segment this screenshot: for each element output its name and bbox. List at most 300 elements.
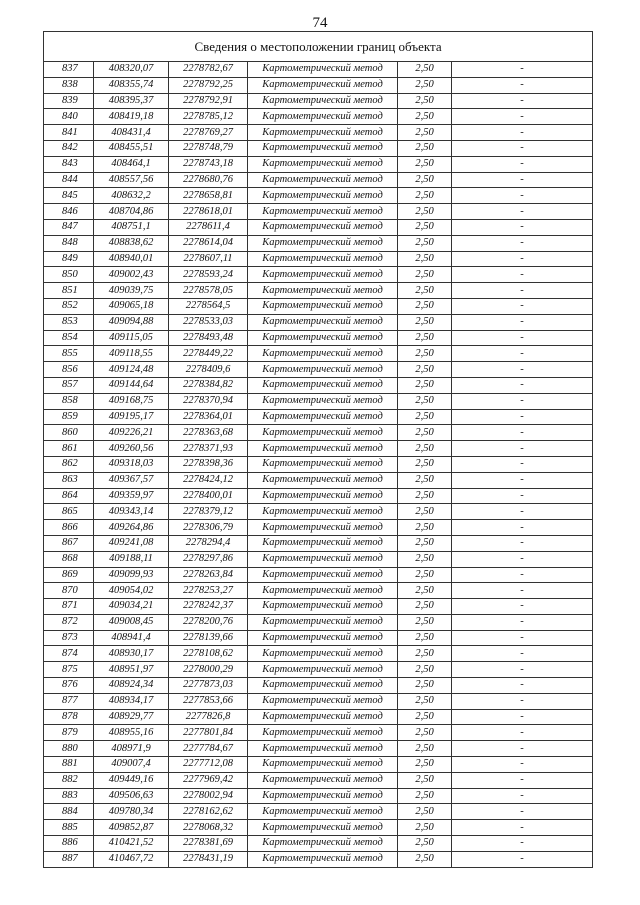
cell-precision: 2,50: [398, 678, 452, 694]
cell-coord-x: 409188,11: [94, 551, 169, 567]
cell-method: Картометрический метод: [248, 725, 398, 741]
cell-coord-y: 2278658,81: [169, 188, 248, 204]
cell-precision: 2,50: [398, 567, 452, 583]
cell-coord-y: 2278398,36: [169, 456, 248, 472]
cell-coord-y: 2278306,79: [169, 520, 248, 536]
cell-coord-y: 2278364,01: [169, 409, 248, 425]
table-row: [44, 535, 593, 551]
cell-note: -: [452, 535, 593, 551]
table-row: [44, 109, 593, 125]
cell-coord-y: 2278200,76: [169, 614, 248, 630]
cell-precision: 2,50: [398, 788, 452, 804]
cell-method: Картометрический метод: [248, 646, 398, 662]
cell-coord-y: 2277801,84: [169, 725, 248, 741]
cell-precision: 2,50: [398, 251, 452, 267]
boundary-coordinates-table: [43, 31, 593, 868]
cell-coord-x: 409007,4: [94, 757, 169, 773]
cell-coord-x: 409039,75: [94, 283, 169, 299]
cell-note: -: [452, 456, 593, 472]
cell-point-number: 857: [44, 377, 94, 393]
cell-coord-y: 2278162,62: [169, 804, 248, 820]
cell-precision: 2,50: [398, 409, 452, 425]
cell-note: -: [452, 567, 593, 583]
cell-coord-x: 409852,87: [94, 820, 169, 836]
cell-point-number: 853: [44, 314, 94, 330]
cell-precision: 2,50: [398, 820, 452, 836]
cell-precision: 2,50: [398, 156, 452, 172]
cell-coord-x: 408464,1: [94, 156, 169, 172]
cell-method: Картометрический метод: [248, 678, 398, 694]
cell-point-number: 844: [44, 172, 94, 188]
cell-coord-x: 409264,86: [94, 520, 169, 536]
cell-note: -: [452, 219, 593, 235]
cell-coord-x: 408955,16: [94, 725, 169, 741]
cell-note: -: [452, 836, 593, 852]
cell-method: Картометрический метод: [248, 219, 398, 235]
cell-point-number: 847: [44, 219, 94, 235]
cell-note: -: [452, 188, 593, 204]
cell-coord-y: 2278002,94: [169, 788, 248, 804]
cell-method: Картометрический метод: [248, 488, 398, 504]
cell-precision: 2,50: [398, 614, 452, 630]
table-row: [44, 314, 593, 330]
cell-coord-x: 409318,03: [94, 456, 169, 472]
cell-precision: 2,50: [398, 583, 452, 599]
cell-coord-y: 2278409,6: [169, 362, 248, 378]
cell-method: Картометрический метод: [248, 788, 398, 804]
page-number: 74: [312, 15, 328, 31]
cell-method: Картометрический метод: [248, 377, 398, 393]
cell-note: -: [452, 330, 593, 346]
cell-point-number: 852: [44, 298, 94, 314]
table-row: [44, 346, 593, 362]
table-row: [44, 251, 593, 267]
cell-coord-x: 409118,55: [94, 346, 169, 362]
cell-method: Картометрический метод: [248, 62, 398, 78]
cell-point-number: 839: [44, 93, 94, 109]
cell-precision: 2,50: [398, 283, 452, 299]
cell-coord-x: 408632,2: [94, 188, 169, 204]
table-row: [44, 441, 593, 457]
cell-precision: 2,50: [398, 93, 452, 109]
cell-coord-x: 408455,51: [94, 140, 169, 156]
cell-coord-x: 409226,21: [94, 425, 169, 441]
cell-precision: 2,50: [398, 772, 452, 788]
cell-method: Картометрический метод: [248, 156, 398, 172]
cell-point-number: 842: [44, 140, 94, 156]
cell-note: -: [452, 772, 593, 788]
cell-coord-y: 2278533,03: [169, 314, 248, 330]
cell-point-number: 887: [44, 851, 94, 867]
cell-note: -: [452, 614, 593, 630]
cell-coord-y: 2278449,22: [169, 346, 248, 362]
cell-note: -: [452, 551, 593, 567]
cell-coord-y: 2278431,19: [169, 851, 248, 867]
cell-method: Картометрический метод: [248, 614, 398, 630]
cell-coord-y: 2277826,8: [169, 709, 248, 725]
cell-point-number: 866: [44, 520, 94, 536]
cell-method: Картометрический метод: [248, 346, 398, 362]
table-row: [44, 709, 593, 725]
cell-coord-y: 2278578,05: [169, 283, 248, 299]
cell-precision: 2,50: [398, 125, 452, 141]
cell-precision: 2,50: [398, 599, 452, 615]
cell-method: Картометрический метод: [248, 409, 398, 425]
cell-point-number: 886: [44, 836, 94, 852]
cell-method: Картометрический метод: [248, 267, 398, 283]
cell-method: Картометрический метод: [248, 393, 398, 409]
cell-precision: 2,50: [398, 204, 452, 220]
table-row: [44, 804, 593, 820]
cell-precision: 2,50: [398, 551, 452, 567]
cell-point-number: 850: [44, 267, 94, 283]
cell-note: -: [452, 741, 593, 757]
cell-coord-y: 2278618,01: [169, 204, 248, 220]
cell-note: -: [452, 709, 593, 725]
table-row: [44, 219, 593, 235]
cell-precision: 2,50: [398, 62, 452, 78]
cell-note: -: [452, 520, 593, 536]
table-row: [44, 62, 593, 78]
cell-note: -: [452, 583, 593, 599]
cell-precision: 2,50: [398, 520, 452, 536]
cell-coord-y: 2278379,12: [169, 504, 248, 520]
cell-coord-y: 2278611,4: [169, 219, 248, 235]
cell-method: Картометрический метод: [248, 456, 398, 472]
cell-coord-x: 408395,37: [94, 93, 169, 109]
table-row: [44, 599, 593, 615]
cell-coord-x: 408941,4: [94, 630, 169, 646]
cell-coord-y: 2278424,12: [169, 472, 248, 488]
cell-precision: 2,50: [398, 804, 452, 820]
cell-point-number: 849: [44, 251, 94, 267]
cell-coord-y: 2278363,68: [169, 425, 248, 441]
cell-coord-y: 2278253,27: [169, 583, 248, 599]
table-row: [44, 393, 593, 409]
cell-note: -: [452, 693, 593, 709]
cell-method: Картометрический метод: [248, 425, 398, 441]
cell-precision: 2,50: [398, 456, 452, 472]
cell-coord-y: 2278748,79: [169, 140, 248, 156]
cell-coord-y: 2278743,18: [169, 156, 248, 172]
table-title-row: [44, 32, 593, 62]
cell-coord-x: 409343,14: [94, 504, 169, 520]
cell-note: -: [452, 441, 593, 457]
cell-method: Картометрический метод: [248, 535, 398, 551]
cell-precision: 2,50: [398, 662, 452, 678]
cell-point-number: 845: [44, 188, 94, 204]
cell-coord-x: 409054,02: [94, 583, 169, 599]
cell-note: -: [452, 62, 593, 78]
cell-point-number: 885: [44, 820, 94, 836]
cell-coord-x: 409002,43: [94, 267, 169, 283]
cell-method: Картометрический метод: [248, 93, 398, 109]
table-row: [44, 235, 593, 251]
cell-note: -: [452, 125, 593, 141]
table-row: [44, 488, 593, 504]
cell-coord-x: 409008,45: [94, 614, 169, 630]
cell-precision: 2,50: [398, 298, 452, 314]
cell-point-number: 860: [44, 425, 94, 441]
cell-coord-y: 2278400,01: [169, 488, 248, 504]
cell-coord-x: 408929,77: [94, 709, 169, 725]
cell-note: -: [452, 267, 593, 283]
cell-coord-y: 2277784,67: [169, 741, 248, 757]
cell-point-number: 858: [44, 393, 94, 409]
cell-note: -: [452, 298, 593, 314]
table-row: [44, 678, 593, 694]
table-row: [44, 693, 593, 709]
table-row: [44, 362, 593, 378]
cell-coord-x: 408838,62: [94, 235, 169, 251]
cell-note: -: [452, 788, 593, 804]
cell-note: -: [452, 204, 593, 220]
table-row: [44, 820, 593, 836]
cell-note: -: [452, 346, 593, 362]
cell-note: -: [452, 851, 593, 867]
cell-method: Картометрический метод: [248, 662, 398, 678]
cell-note: -: [452, 235, 593, 251]
cell-note: -: [452, 630, 593, 646]
cell-precision: 2,50: [398, 77, 452, 93]
cell-method: Картометрический метод: [248, 283, 398, 299]
cell-coord-x: 409168,75: [94, 393, 169, 409]
cell-note: -: [452, 362, 593, 378]
cell-precision: 2,50: [398, 472, 452, 488]
cell-point-number: 856: [44, 362, 94, 378]
cell-precision: 2,50: [398, 425, 452, 441]
cell-point-number: 859: [44, 409, 94, 425]
cell-precision: 2,50: [398, 109, 452, 125]
cell-method: Картометрический метод: [248, 330, 398, 346]
table-row: [44, 93, 593, 109]
table-row: [44, 456, 593, 472]
cell-coord-y: 2278680,76: [169, 172, 248, 188]
cell-coord-y: 2278792,91: [169, 93, 248, 109]
cell-method: Картометрический метод: [248, 314, 398, 330]
cell-method: Картометрический метод: [248, 772, 398, 788]
cell-point-number: 864: [44, 488, 94, 504]
cell-note: -: [452, 425, 593, 441]
cell-method: Картометрический метод: [248, 693, 398, 709]
cell-point-number: 846: [44, 204, 94, 220]
cell-coord-x: 408557,56: [94, 172, 169, 188]
cell-note: -: [452, 172, 593, 188]
cell-method: Картометрический метод: [248, 362, 398, 378]
cell-coord-x: 408704,86: [94, 204, 169, 220]
cell-coord-y: 2278785,12: [169, 109, 248, 125]
cell-note: -: [452, 820, 593, 836]
cell-method: Картометрический метод: [248, 188, 398, 204]
cell-precision: 2,50: [398, 267, 452, 283]
cell-coord-x: 409034,21: [94, 599, 169, 615]
cell-coord-x: 409065,18: [94, 298, 169, 314]
cell-point-number: 874: [44, 646, 94, 662]
cell-precision: 2,50: [398, 504, 452, 520]
table-row: [44, 662, 593, 678]
cell-point-number: 876: [44, 678, 94, 694]
cell-note: -: [452, 646, 593, 662]
table-row: [44, 836, 593, 852]
cell-precision: 2,50: [398, 741, 452, 757]
cell-point-number: 872: [44, 614, 94, 630]
table-row: [44, 472, 593, 488]
cell-point-number: 879: [44, 725, 94, 741]
cell-coord-x: 409449,16: [94, 772, 169, 788]
cell-coord-y: 2277873,03: [169, 678, 248, 694]
cell-method: Картометрический метод: [248, 551, 398, 567]
cell-note: -: [452, 725, 593, 741]
cell-coord-y: 2278297,86: [169, 551, 248, 567]
table-row: [44, 851, 593, 867]
cell-precision: 2,50: [398, 725, 452, 741]
cell-coord-y: 2278381,69: [169, 836, 248, 852]
table-row: [44, 77, 593, 93]
cell-precision: 2,50: [398, 441, 452, 457]
table-row: [44, 188, 593, 204]
cell-method: Картометрический метод: [248, 441, 398, 457]
cell-note: -: [452, 93, 593, 109]
table-body: [44, 62, 593, 868]
table-row: [44, 330, 593, 346]
cell-coord-y: 2278782,67: [169, 62, 248, 78]
cell-method: Картометрический метод: [248, 172, 398, 188]
cell-point-number: 837: [44, 62, 94, 78]
cell-note: -: [452, 804, 593, 820]
table-row: [44, 377, 593, 393]
cell-coord-x: 408355,74: [94, 77, 169, 93]
cell-note: -: [452, 156, 593, 172]
table-row: [44, 409, 593, 425]
table-row: [44, 283, 593, 299]
cell-point-number: 877: [44, 693, 94, 709]
cell-coord-x: 408924,34: [94, 678, 169, 694]
cell-point-number: 848: [44, 235, 94, 251]
cell-coord-x: 409241,08: [94, 535, 169, 551]
cell-method: Картометрический метод: [248, 820, 398, 836]
table-row: [44, 757, 593, 773]
table-row: [44, 125, 593, 141]
cell-coord-x: 409780,34: [94, 804, 169, 820]
cell-point-number: 843: [44, 156, 94, 172]
cell-point-number: 875: [44, 662, 94, 678]
cell-note: -: [452, 757, 593, 773]
cell-precision: 2,50: [398, 535, 452, 551]
cell-coord-x: 408930,17: [94, 646, 169, 662]
cell-coord-y: 2278242,37: [169, 599, 248, 615]
cell-note: -: [452, 251, 593, 267]
cell-point-number: 873: [44, 630, 94, 646]
cell-coord-x: 409506,63: [94, 788, 169, 804]
table-row: [44, 772, 593, 788]
cell-coord-y: 2278000,29: [169, 662, 248, 678]
cell-point-number: 863: [44, 472, 94, 488]
cell-method: Картометрический метод: [248, 235, 398, 251]
cell-coord-x: 409144,64: [94, 377, 169, 393]
cell-precision: 2,50: [398, 362, 452, 378]
table-row: [44, 567, 593, 583]
cell-point-number: 871: [44, 599, 94, 615]
cell-precision: 2,50: [398, 709, 452, 725]
cell-method: Картометрический метод: [248, 77, 398, 93]
table-row: [44, 583, 593, 599]
cell-point-number: 881: [44, 757, 94, 773]
cell-precision: 2,50: [398, 630, 452, 646]
cell-precision: 2,50: [398, 377, 452, 393]
table-row: [44, 630, 593, 646]
cell-method: Картометрический метод: [248, 851, 398, 867]
cell-coord-x: 410467,72: [94, 851, 169, 867]
cell-coord-y: 2278792,25: [169, 77, 248, 93]
cell-coord-x: 408951,97: [94, 662, 169, 678]
cell-precision: 2,50: [398, 219, 452, 235]
cell-point-number: 841: [44, 125, 94, 141]
cell-note: -: [452, 678, 593, 694]
cell-method: Картометрический метод: [248, 599, 398, 615]
cell-point-number: 868: [44, 551, 94, 567]
cell-coord-y: 2278384,82: [169, 377, 248, 393]
cell-coord-x: 409115,05: [94, 330, 169, 346]
cell-note: -: [452, 472, 593, 488]
cell-method: Картометрический метод: [248, 125, 398, 141]
cell-note: -: [452, 314, 593, 330]
cell-coord-x: 409195,17: [94, 409, 169, 425]
cell-point-number: 865: [44, 504, 94, 520]
cell-point-number: 878: [44, 709, 94, 725]
cell-coord-y: 2278371,93: [169, 441, 248, 457]
cell-coord-y: 2278139,66: [169, 630, 248, 646]
table-row: [44, 614, 593, 630]
cell-method: Картометрический метод: [248, 567, 398, 583]
table-row: [44, 504, 593, 520]
cell-point-number: 861: [44, 441, 94, 457]
cell-coord-x: 410421,52: [94, 836, 169, 852]
cell-coord-x: 408940,01: [94, 251, 169, 267]
cell-coord-y: 2278593,24: [169, 267, 248, 283]
cell-coord-y: 2278564,5: [169, 298, 248, 314]
cell-precision: 2,50: [398, 235, 452, 251]
cell-precision: 2,50: [398, 836, 452, 852]
cell-point-number: 840: [44, 109, 94, 125]
table-row: [44, 298, 593, 314]
cell-point-number: 870: [44, 583, 94, 599]
cell-method: Картометрический метод: [248, 757, 398, 773]
table-row: [44, 267, 593, 283]
table-row: [44, 788, 593, 804]
cell-coord-y: 2278263,84: [169, 567, 248, 583]
cell-coord-x: 408431,4: [94, 125, 169, 141]
cell-coord-x: 408320,07: [94, 62, 169, 78]
cell-precision: 2,50: [398, 330, 452, 346]
table-row: [44, 646, 593, 662]
cell-point-number: 855: [44, 346, 94, 362]
cell-note: -: [452, 77, 593, 93]
cell-note: -: [452, 393, 593, 409]
cell-coord-x: 409124,48: [94, 362, 169, 378]
cell-coord-x: 409367,57: [94, 472, 169, 488]
cell-method: Картометрический метод: [248, 140, 398, 156]
cell-note: -: [452, 409, 593, 425]
table-title: Сведения о местоположении границ объекта: [44, 32, 593, 62]
table-row: [44, 725, 593, 741]
cell-method: Картометрический метод: [248, 804, 398, 820]
table-row: [44, 551, 593, 567]
cell-coord-x: 408934,17: [94, 693, 169, 709]
cell-precision: 2,50: [398, 346, 452, 362]
cell-note: -: [452, 109, 593, 125]
cell-note: -: [452, 140, 593, 156]
table-row: [44, 741, 593, 757]
